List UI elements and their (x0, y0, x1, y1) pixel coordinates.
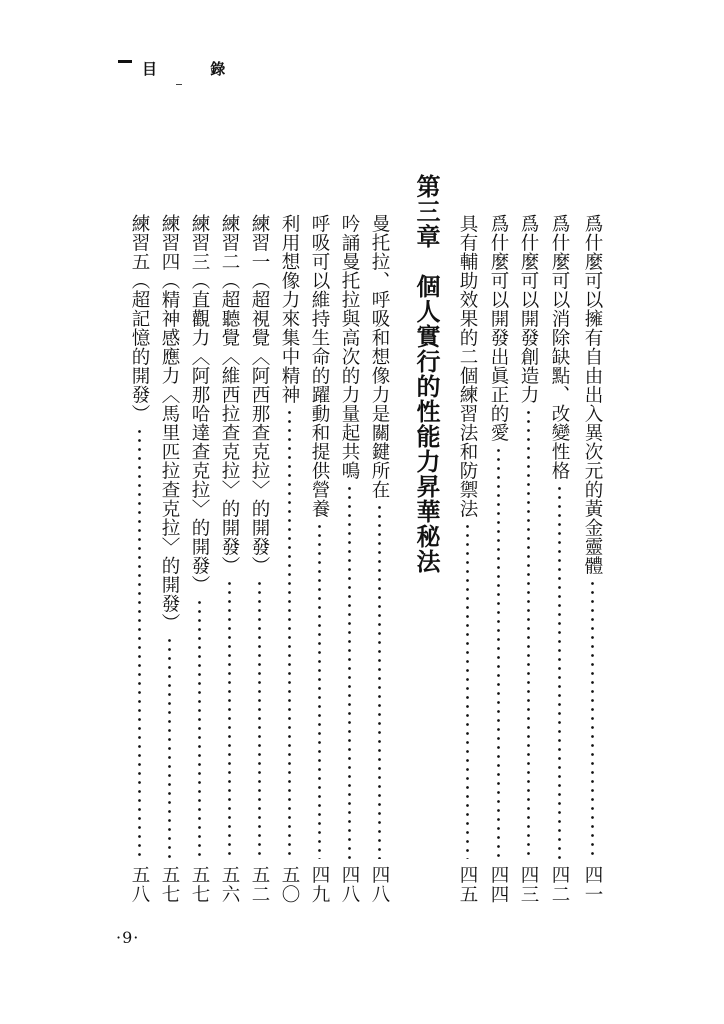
toc-entry (277, 214, 301, 904)
leader-dots (558, 484, 561, 859)
leader-dots (258, 579, 261, 859)
toc-entry (157, 214, 181, 904)
toc-entry (547, 214, 571, 904)
toc-entry-page: 五七 (159, 865, 180, 904)
toc-entry (247, 214, 271, 904)
toc-entry-page: 四四 (488, 865, 509, 904)
header-title: 目 錄 (142, 60, 250, 78)
toc-entry-page: 四五 (457, 865, 478, 904)
toc-entry-text: 具有輔助效果的二個練習法和防禦法 (457, 214, 478, 518)
toc-entry-page: 五七 (189, 865, 210, 904)
toc-entry (307, 214, 331, 904)
leader-dots (138, 427, 141, 859)
leader-dots (348, 484, 351, 859)
toc-entry (127, 214, 151, 904)
toc-entry-text: 練習二︵超聽覺︿維西拉查克拉﹀的開發︶ (219, 214, 240, 575)
leader-dots (228, 579, 231, 859)
toc-entry-page: 五八 (129, 865, 150, 904)
toc-entry-page: 四三 (518, 865, 539, 904)
leader-dots (497, 446, 500, 859)
toc-entry-text: 利用想像力來集中精神 (279, 214, 300, 404)
leader-dots (591, 579, 594, 859)
toc-entry-text: 練習五︵超記憶的開發︶ (129, 214, 150, 423)
leader-dots (378, 503, 381, 859)
toc-entry-page: 四八 (339, 865, 360, 904)
toc-entry-page: 四一 (582, 865, 603, 904)
chapter-heading: 第三章 個人實行的性能力昇華秘法 (412, 174, 440, 574)
toc-entry (580, 214, 604, 904)
toc-entry (367, 214, 391, 904)
toc-entry-page: 四九 (309, 865, 330, 904)
header-rule (118, 60, 132, 63)
toc-entry-page: 五〇 (279, 865, 300, 904)
page-number: ·9· (116, 928, 140, 947)
toc-entry (455, 214, 479, 904)
toc-entry (337, 214, 361, 904)
toc-entry-page: 五六 (219, 865, 240, 904)
leader-dots (318, 522, 321, 859)
toc-entry-page: 四八 (369, 865, 390, 904)
toc-entry-text: 曼托拉、呼吸和想像力是關鍵所在 (369, 214, 390, 499)
toc-entry-text: 吟誦曼托拉與高次的力量起共鳴 (339, 214, 360, 480)
leader-dots (288, 408, 291, 859)
toc-entry (217, 214, 241, 904)
toc-entry (516, 214, 540, 904)
toc-entry-text: 爲什麼可以開發出眞正的愛 (488, 214, 509, 442)
toc-entry-page: 四二 (549, 865, 570, 904)
toc-entry-text: 練習四︵精神感應力︿馬里匹拉查克拉﹀的開發︶ (159, 214, 180, 632)
leader-dots (527, 408, 530, 859)
toc-entry-text: 爲什麼可以消除缺點、改變性格 (549, 214, 570, 480)
toc-entry-text: 爲什麼可以開發創造力 (518, 214, 539, 404)
header-mark (176, 84, 182, 85)
leader-dots (168, 636, 171, 859)
toc-entry-text: 練習三︵直觀力︿阿那哈達查克拉﹀的開發︶ (189, 214, 210, 594)
leader-dots (466, 522, 469, 859)
toc-entry-page: 五二 (249, 865, 270, 904)
toc-entry (187, 214, 211, 904)
toc-entry (486, 214, 510, 904)
toc-entry-text: 練習一︵超視覺︿阿西那查克拉﹀的開發︶ (249, 214, 270, 575)
toc-entry-text: 呼吸可以維持生命的躍動和提供營養 (309, 214, 330, 518)
leader-dots (198, 598, 201, 859)
toc-entry-text: 爲什麼可以擁有自由出入異次元的黃金靈體 (582, 214, 603, 575)
